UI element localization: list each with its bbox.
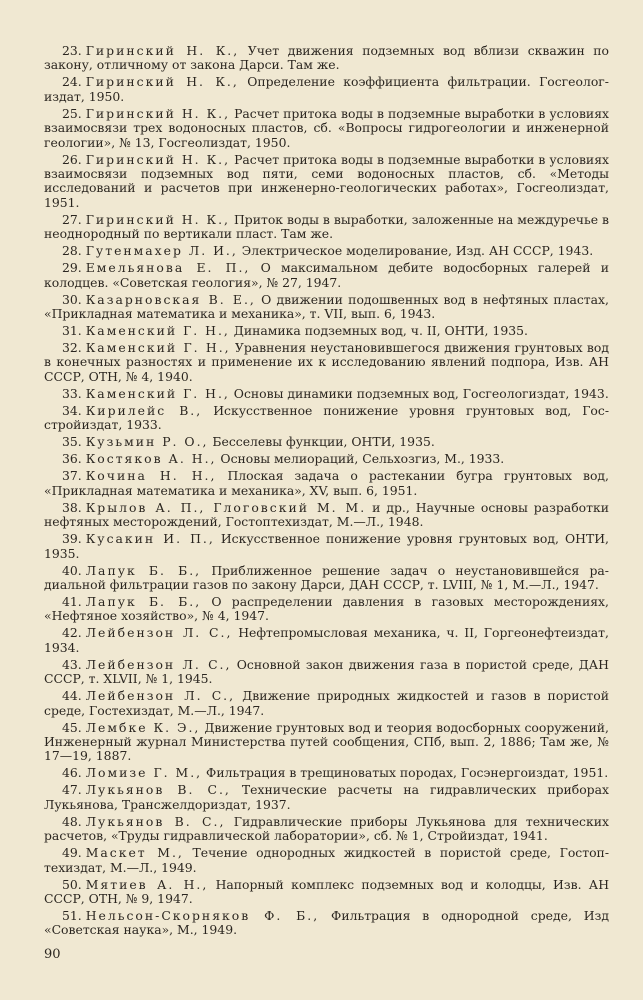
reference-number: 37. [62,468,82,484]
reference-author: Каменский Г. Н., [85,323,230,339]
reference-author: Гиринский Н. К., [85,105,231,121]
reference-entry [44,452,609,466]
reference-author: Кусакин И. П., [85,531,215,547]
reference-author: Каменский Г. Н., [85,340,231,356]
reference-text: Приближенное решение задач о неустановившейся радиальной фильтрации газов по закону Дарси, ДАН СССР, т. LVIII, № 1, М.—Л., 1947. [44,562,609,592]
reference-text: Фильтрация в трещиноватых породах, Госэнергоиздат, 1951. [206,765,609,781]
reference-text: Гидравлические приборы Лукьянова для технических расчетов, «Труды гидравлической лаборатории», сб. № 1, Стройиздат, 1941. [44,813,609,844]
reference-number: 51. [62,907,82,923]
reference-text: Электрическое моделирование, Изд. АН СССР, 1943. [241,243,594,259]
reference-text: О движении подошвенных вод в нефтяных пластах, «Прикладная математика и механика», т. VII, вып. 6, 1943. [44,291,609,322]
reference-entry [44,469,609,498]
reference-number: 25. [62,105,82,121]
reference-entry [44,595,609,624]
reference-author: Каменский Г. Н., [85,385,230,401]
reference-author: Нельсон-Скорняков Ф. Б., [85,907,320,923]
reference-number: 31. [62,323,82,339]
reference-number: 45. [62,719,82,735]
reference-entry [44,293,609,322]
reference-entry [44,44,609,73]
reference-entry [44,244,609,258]
reference-author: Гиринский Н. К., [85,151,231,167]
reference-text: Уравнения неустановившегося движения грунтовых вод в конечных разностях и применение их к исследованию явлений подпора, Изв. АН СССР, ОТН, № 4, 1940. [44,340,609,384]
reference-entry [44,658,609,687]
reference-author: Лембке К. Э., [85,719,201,735]
reference-entry [44,261,609,290]
reference-entry [44,75,609,104]
reference-entry [44,721,609,764]
reference-number: 44. [62,688,82,704]
reference-text: О распределении давления в газовых месторождениях, «Нефтяное хозяйство», № 4, 1947. [44,593,609,624]
reference-number: 49. [62,845,82,861]
reference-author: Крылов А. П., Глоговский М. М. [85,499,367,515]
reference-entry [44,766,609,780]
reference-text: Основы динамики подземных вод, Госгеологиздат, 1943. [233,385,609,401]
reference-entry [44,213,609,242]
reference-number: 47. [62,782,82,798]
reference-author: Гутенмахер Л. И., [85,243,238,259]
reference-entry [44,783,609,812]
reference-text: О максимальном дебите водосборных галерей и колодцев. «Советская геология», № 27, 1947. [44,260,609,290]
reference-author: Лейбензон Л. С., [85,625,233,641]
reference-text: Движение природных жидкостей и газов в пористой среде, Гостехиздат, М.—Л., 1947. [44,688,609,718]
reference-number: 30. [62,291,82,307]
reference-author: Казарновская В. Е., [85,291,256,307]
reference-text: Приток воды в выработки, заложенные на междуречье в неоднородный по вертикали пласт. Там же. [44,211,609,242]
reference-entry [44,846,609,875]
reference-author: Емельянова Е. П., [85,260,251,276]
reference-number: 48. [62,813,82,829]
reference-text: Искусственное понижение уровня грунтовых вод, ОНТИ, 1935. [44,531,609,561]
reference-number: 24. [62,74,82,90]
reference-text: Бесселевы функции, ОНТИ, 1935. [212,434,435,450]
reference-text: Течение однородных жидкостей в пористой среде, Гостоптехиздат, М.—Л., 1949. [44,845,609,875]
reference-text: и др., Научные основы разработки нефтяных месторождений, Гостоптехиздат, М.—Л., 1948. [44,499,609,530]
reference-author: Гиринский Н. К., [85,211,230,227]
reference-author: Мятиев А. Н., [85,876,209,892]
reference-number: 33. [62,385,82,401]
reference-number: 32. [62,340,82,356]
reference-number: 35. [62,434,82,450]
reference-author: Лапук Б. Б., [85,562,202,578]
reference-entry [44,626,609,655]
reference-entry [44,532,609,561]
reference-author: Лапук Б. Б., [85,593,202,609]
reference-text: Определение коэффициента фильтрации. Госгеологиздат, 1950. [44,74,609,104]
reference-author: Маскет М., [85,845,184,861]
reference-text: Напорный комплекс подземных вод и колодцы, Изв. АН СССР, ОТН, № 9, 1947. [44,876,610,906]
reference-number: 41. [62,593,82,609]
reference-number: 27. [62,211,82,227]
reference-author: Костяков А. Н., [85,451,217,467]
reference-entry [44,815,609,844]
reference-entry [44,153,609,211]
reference-text: Расчет притока воды в подземные выработки в условиях взаимосвязи подземных вод пяти, семи водоносных пластов, сб. «Методы исследований и расчетов при инженерно-геологических работах», Госгеолиздат, 1951. [44,151,609,210]
reference-text: Основы мелиораций, Сельхозгиз, М., 1933. [220,451,505,467]
reference-number: 43. [62,656,82,672]
reference-text: Фильтрация в однородной среде, Изд «Советская наука», М., 1949. [44,907,609,938]
reference-author: Лукьянов В. С., [85,782,231,798]
reference-number: 50. [62,876,82,892]
reference-text: Расчет притока воды в подземные выработки в условиях взаимосвязи трех водоносных пластов, сб. «Вопросы гидрогеологии и инженерной геологии», № 13, Госгеолиздат, 1950. [44,105,609,150]
reference-text: Технические расчеты на гидравлических приборах Лукьянова, Трансжелдориздат, 1937. [44,782,609,812]
reference-number: 40. [62,562,82,578]
reference-number: 46. [62,765,82,781]
reference-number: 36. [62,451,82,467]
reference-text: Плоская задача о растекании бугра грунтовых вод, «Прикладная математика и механика», XV, вып. 6, 1951. [44,468,609,498]
reference-number: 26. [62,151,82,167]
reference-entry [44,878,609,907]
reference-number: 29. [62,260,82,276]
reference-list [44,44,609,938]
reference-number: 28. [62,243,82,259]
reference-author: Кочина Н. Н., [85,468,217,484]
reference-entry [44,435,609,449]
reference-number: 42. [62,625,82,641]
reference-author: Кузьмин Р. О., [85,434,209,450]
reference-author: Лейбензон Л. С., [85,656,232,672]
reference-number: 39. [62,531,82,547]
reference-text: Учет движения подземных вод вблизи скважин по закону, отличному от закона Дарси. Там же. [44,43,609,73]
reference-entry [44,324,609,338]
reference-entry [44,387,609,401]
reference-author: Гиринский Н. К., [85,74,239,90]
reference-text: Нефтепромысловая механика, ч. II, Горгеонефтеиздат, 1934. [44,625,609,655]
reference-number: 38. [62,499,82,515]
reference-text: Движение грунтовых вод и теория водосборных сооружений, Инженерный журнал Министерства путей сообщения, СПб, вып. 2, 1886; Там же, № 17—19, 1887. [44,719,609,764]
reference-number: 34. [62,402,82,418]
reference-entry [44,564,609,593]
reference-entry [44,689,609,718]
reference-entry [44,404,609,433]
reference-entry [44,501,609,530]
reference-number: 23. [62,43,82,58]
reference-entry [44,341,609,384]
reference-text: Динамика подземных вод, ч. II, ОНТИ, 1935. [233,323,528,339]
reference-author: Лейбензон Л. С., [85,688,236,704]
reference-author: Гиринский Н. К., [85,43,240,58]
reference-text: Основной закон движения газа в пористой среде, ДАН СССР, т. XLVII, № 1, 1945. [44,656,609,687]
reference-entry [44,107,609,150]
reference-author: Лукьянов В. С., [85,813,226,829]
page-number: 90 [44,947,61,962]
reference-author: Кирилейс В., [85,402,203,418]
reference-author: Ломизе Г. М., [85,765,203,781]
reference-entry [44,909,609,938]
reference-text: Искусственное понижение уровня грунтовых вод, Госстройиздат, 1933. [44,402,609,433]
